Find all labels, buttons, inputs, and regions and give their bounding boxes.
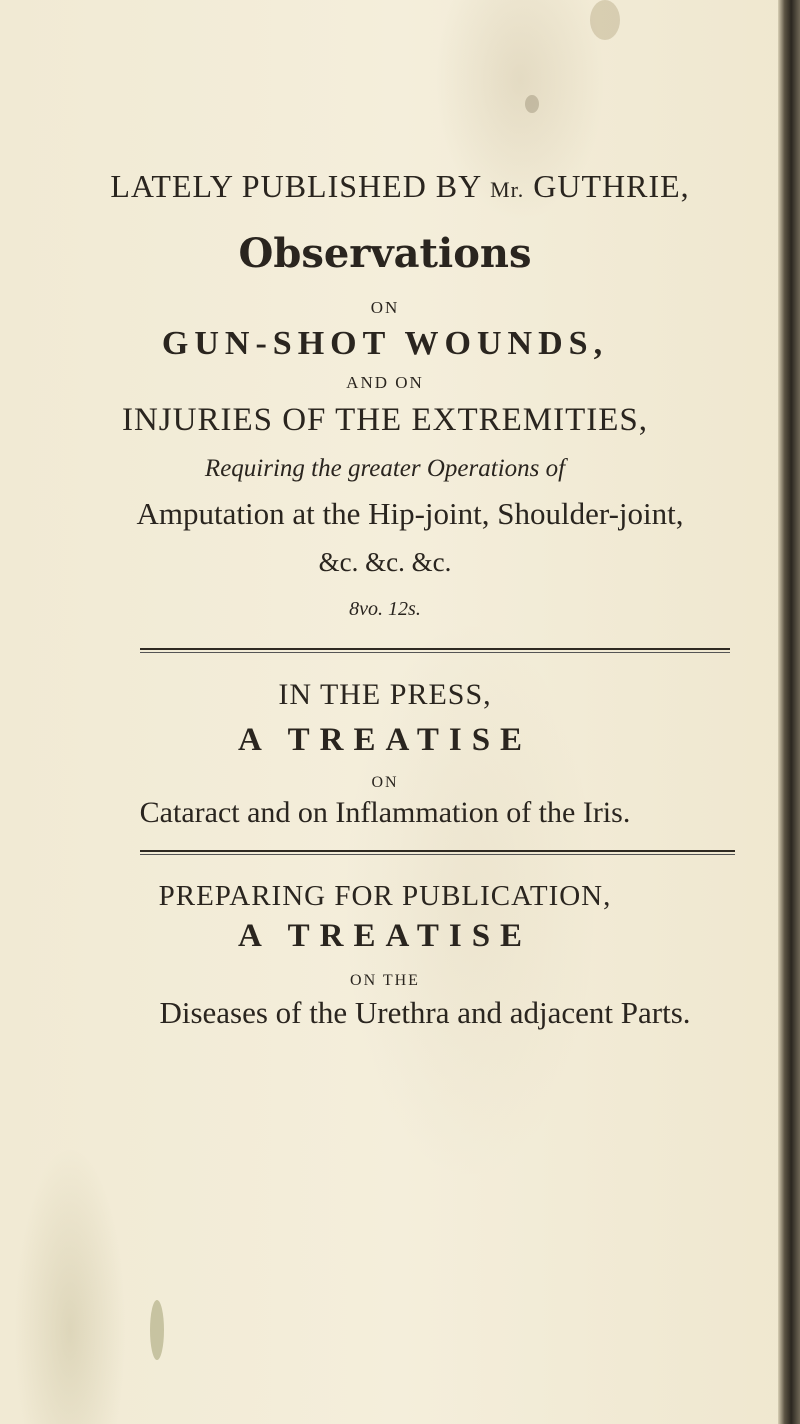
in-press-heading: IN THE PRESS, — [278, 678, 492, 711]
page-binding-edge — [778, 0, 800, 1424]
published-by-text: LATELY PUBLISHED BY — [110, 168, 491, 204]
divider-rule — [140, 648, 730, 653]
author-name: GUTHRIE, — [524, 168, 690, 204]
subject-injuries: INJURIES OF THE EXTREMITIES, — [121, 402, 649, 438]
divider-rule — [140, 850, 735, 855]
foxing-stain — [150, 1300, 164, 1360]
subtitle-requiring: Requiring the greater Operations of — [204, 455, 566, 482]
connector-on: ON — [370, 298, 400, 317]
connector-and-on: AND ON — [346, 373, 424, 392]
preparing-on-the: ON THE — [350, 972, 420, 989]
in-press-subject: Cataract and on Inflammation of the Iris. — [139, 796, 631, 829]
published-by-line — [70, 168, 730, 205]
subtitle-etc: &c. &c. &c. — [318, 547, 452, 577]
price-line: 8vo. 12s. — [349, 598, 421, 620]
preparing-subject: Diseases of the Urethra and adjacent Parts. — [159, 995, 691, 1030]
foxing-stain — [525, 95, 539, 113]
honorific-mr: Mr. — [490, 177, 525, 202]
foxing-stain — [590, 0, 620, 40]
in-press-treatise: A TREATISE — [237, 722, 533, 758]
preparing-heading: PREPARING FOR PUBLICATION, — [158, 880, 612, 912]
subtitle-amputation: Amputation at the Hip-joint, Shoulder-joint, — [136, 496, 684, 531]
subject-gunshot-wounds: GUN-SHOT WOUNDS, — [161, 325, 609, 362]
in-press-on: ON — [371, 774, 399, 791]
book-title: Observations — [238, 230, 532, 277]
preparing-treatise: A TREATISE — [237, 918, 533, 954]
